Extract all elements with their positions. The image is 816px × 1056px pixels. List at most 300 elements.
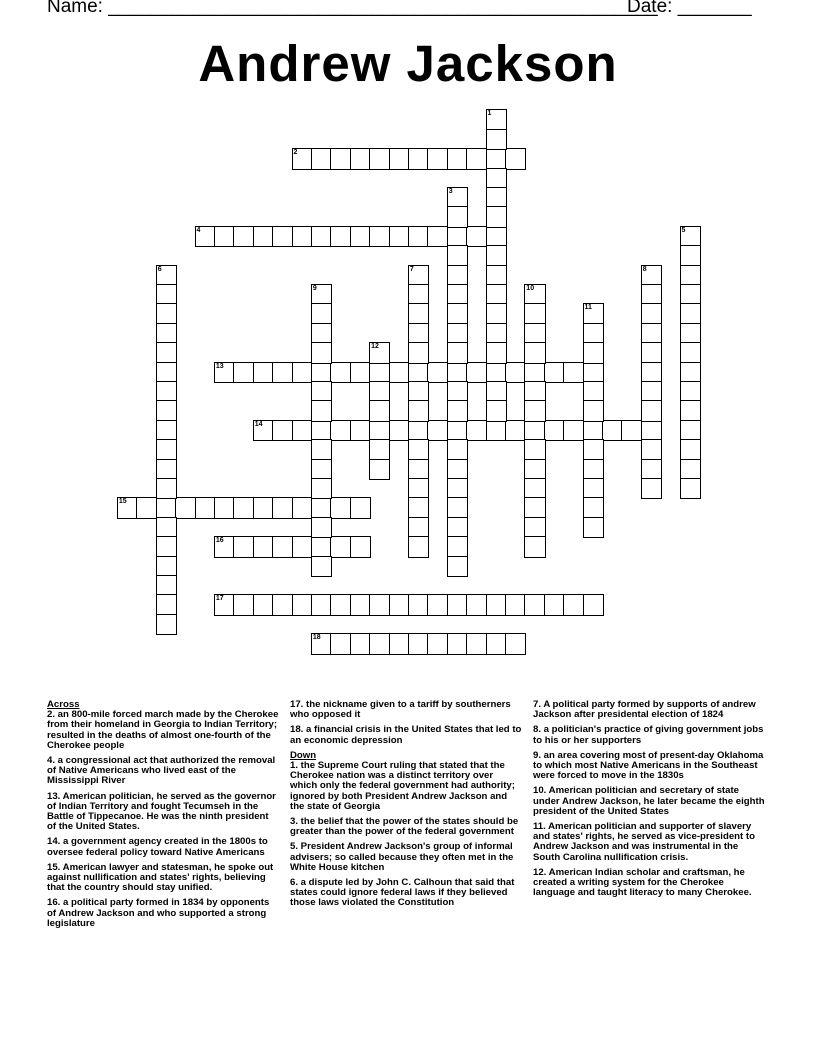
grid-cell[interactable] xyxy=(583,459,604,480)
grid-cell[interactable] xyxy=(408,633,429,654)
grid-cell[interactable] xyxy=(330,536,351,557)
grid-cell[interactable] xyxy=(311,517,332,538)
grid-cell[interactable] xyxy=(156,323,177,344)
grid-cell[interactable] xyxy=(505,633,526,654)
grid-cell[interactable] xyxy=(253,362,274,383)
grid-cell[interactable] xyxy=(524,459,545,480)
grid-cell[interactable] xyxy=(195,497,216,518)
clue-item xyxy=(47,756,279,787)
grid-cell[interactable] xyxy=(156,536,177,557)
grid-cell[interactable] xyxy=(544,420,565,441)
grid-cell[interactable] xyxy=(156,575,177,596)
grid-cell[interactable] xyxy=(214,594,235,615)
grid-cell[interactable] xyxy=(583,323,604,344)
grid-cell[interactable] xyxy=(447,459,468,480)
grid-cell[interactable] xyxy=(447,381,468,402)
grid-cell[interactable] xyxy=(427,226,448,247)
grid-cell[interactable] xyxy=(621,420,642,441)
grid-cell[interactable] xyxy=(486,381,507,402)
clue-column-1 xyxy=(47,700,279,934)
grid-cell[interactable] xyxy=(369,362,390,383)
grid-cell[interactable] xyxy=(389,594,410,615)
clue-number: 14. xyxy=(47,836,61,848)
grid-cell[interactable] xyxy=(486,245,507,266)
grid-cell[interactable] xyxy=(369,439,390,460)
grid-cell[interactable] xyxy=(466,420,487,441)
clue-item xyxy=(533,786,765,817)
grid-cell[interactable] xyxy=(563,362,584,383)
grid-cell[interactable] xyxy=(447,245,468,266)
grid-cell[interactable] xyxy=(311,478,332,499)
grid-cell[interactable] xyxy=(486,400,507,421)
grid-cell[interactable] xyxy=(447,400,468,421)
grid-cell[interactable] xyxy=(369,420,390,441)
grid-cell[interactable] xyxy=(466,362,487,383)
clue-number: 11 xyxy=(584,304,592,312)
clue-item xyxy=(47,898,279,929)
grid-cell[interactable] xyxy=(447,439,468,460)
grid-cell[interactable] xyxy=(680,400,701,421)
grid-cell[interactable] xyxy=(524,400,545,421)
clue-number: 15 xyxy=(118,498,127,506)
grid-cell[interactable] xyxy=(233,536,254,557)
grid-cell[interactable] xyxy=(408,342,429,363)
clue-number: 10. xyxy=(533,785,547,797)
name-field-label: Name: ____________________________________________________ xyxy=(47,0,658,17)
grid-cell[interactable] xyxy=(311,323,332,344)
grid-cell[interactable] xyxy=(408,478,429,499)
grid-cell[interactable] xyxy=(447,265,468,286)
grid-cell[interactable] xyxy=(466,148,487,169)
grid-cell[interactable] xyxy=(350,420,371,441)
grid-cell[interactable] xyxy=(408,459,429,480)
across-clue-list-continued xyxy=(290,700,522,746)
grid-cell[interactable] xyxy=(311,362,332,383)
grid-cell[interactable] xyxy=(447,303,468,324)
grid-cell[interactable] xyxy=(408,536,429,557)
clue-item xyxy=(533,868,765,899)
grid-cell[interactable] xyxy=(641,323,662,344)
clue-number: 5 xyxy=(681,226,686,234)
grid-cell[interactable] xyxy=(369,342,390,363)
clue-text: an 800-mile forced march made by the Cherokee from their homeland in Georgia to Indian Territory; resulted in the deaths of almost one-fourth of the Cherokee people xyxy=(47,709,279,751)
grid-cell[interactable] xyxy=(311,536,332,557)
grid-cell[interactable] xyxy=(583,381,604,402)
grid-cell[interactable] xyxy=(233,594,254,615)
grid-cell[interactable] xyxy=(447,556,468,577)
clue-item xyxy=(290,700,522,720)
grid-cell[interactable] xyxy=(486,420,507,441)
grid-cell[interactable] xyxy=(408,362,429,383)
grid-cell[interactable] xyxy=(486,284,507,305)
grid-cell[interactable] xyxy=(408,226,429,247)
grid-cell[interactable] xyxy=(369,148,390,169)
grid-cell[interactable] xyxy=(253,536,274,557)
grid-cell[interactable] xyxy=(486,168,507,189)
grid-cell[interactable] xyxy=(583,342,604,363)
grid-cell[interactable] xyxy=(447,594,468,615)
grid-cell[interactable] xyxy=(330,362,351,383)
grid-cell[interactable] xyxy=(292,148,313,169)
grid-cell[interactable] xyxy=(311,400,332,421)
grid-cell[interactable] xyxy=(680,245,701,266)
grid-cell[interactable] xyxy=(486,342,507,363)
grid-cell[interactable] xyxy=(427,594,448,615)
grid-cell[interactable] xyxy=(680,226,701,247)
grid-cell[interactable] xyxy=(641,439,662,460)
date-field-label: Date: _______ xyxy=(627,0,752,17)
clue-text: American Indian scholar and craftsman, he created a writing system for the Cherokee language and taught literacy to many Cherokee. xyxy=(533,866,752,899)
clue-text: the Supreme Court ruling that stated that the Cherokee nation was a distinct territory over which only the federal government had authority; ignored by both President Andrew Jackson and the state of Georgia xyxy=(290,760,515,812)
grid-cell[interactable] xyxy=(466,594,487,615)
grid-cell[interactable] xyxy=(427,362,448,383)
grid-cell[interactable] xyxy=(680,265,701,286)
clue-text: American politician, he served as the governor of Indian Territory and fought Tecumseh in the Battle of Tippecanoe. He was the ninth president of the United States. xyxy=(47,790,276,833)
grid-cell[interactable] xyxy=(641,362,662,383)
grid-cell[interactable] xyxy=(311,594,332,615)
grid-cell[interactable] xyxy=(505,594,526,615)
clue-text: a dispute led by John C. Calhoun that said that states could ignore federal laws if they believed those laws violated the Constitution xyxy=(290,877,515,909)
grid-cell[interactable] xyxy=(583,362,604,383)
grid-cell[interactable] xyxy=(447,633,468,654)
grid-cell[interactable] xyxy=(680,303,701,324)
grid-cell[interactable] xyxy=(117,497,138,518)
grid-cell[interactable] xyxy=(524,381,545,402)
grid-cell[interactable] xyxy=(583,478,604,499)
grid-cell[interactable] xyxy=(253,594,274,615)
grid-cell[interactable] xyxy=(524,517,545,538)
grid-cell[interactable] xyxy=(524,323,545,344)
clue-number: 9. xyxy=(533,749,542,761)
grid-cell[interactable] xyxy=(292,497,313,518)
grid-cell[interactable] xyxy=(486,633,507,654)
grid-cell[interactable] xyxy=(292,362,313,383)
grid-cell[interactable] xyxy=(311,459,332,480)
grid-cell[interactable] xyxy=(389,633,410,654)
grid-cell[interactable] xyxy=(544,594,565,615)
grid-cell[interactable] xyxy=(486,323,507,344)
grid-cell[interactable] xyxy=(369,400,390,421)
grid-cell[interactable] xyxy=(156,439,177,460)
grid-cell[interactable] xyxy=(311,497,332,518)
grid-cell[interactable] xyxy=(447,323,468,344)
clue-text: a congressional act that authorized the removal of Native Americans who lived east of the Mississippi River xyxy=(47,755,276,787)
grid-cell[interactable] xyxy=(505,148,526,169)
clue-number: 5. xyxy=(290,841,299,853)
grid-cell[interactable] xyxy=(486,226,507,247)
grid-cell[interactable] xyxy=(408,303,429,324)
clue-item xyxy=(290,725,522,745)
clue-text: the nickname given to a tariff by southerners who opposed it xyxy=(290,699,511,721)
clue-number: 7. xyxy=(533,699,542,710)
grid-cell[interactable] xyxy=(292,594,313,615)
grid-cell[interactable] xyxy=(311,556,332,577)
grid-cell[interactable] xyxy=(486,129,507,150)
grid-cell[interactable] xyxy=(563,420,584,441)
grid-cell[interactable] xyxy=(680,478,701,499)
grid-cell[interactable] xyxy=(156,362,177,383)
grid-cell[interactable] xyxy=(272,497,293,518)
grid-cell[interactable] xyxy=(330,148,351,169)
grid-cell[interactable] xyxy=(175,497,196,518)
grid-cell[interactable] xyxy=(583,497,604,518)
grid-cell[interactable] xyxy=(583,420,604,441)
grid-cell[interactable] xyxy=(544,362,565,383)
grid-cell[interactable] xyxy=(486,206,507,227)
grid-cell[interactable] xyxy=(641,342,662,363)
clue-number: 1 xyxy=(487,110,492,118)
grid-cell[interactable] xyxy=(195,226,216,247)
grid-cell[interactable] xyxy=(156,381,177,402)
grid-cell[interactable] xyxy=(524,284,545,305)
grid-cell[interactable] xyxy=(524,303,545,324)
grid-cell[interactable] xyxy=(447,342,468,363)
grid-cell[interactable] xyxy=(680,362,701,383)
grid-cell[interactable] xyxy=(389,420,410,441)
grid-cell[interactable] xyxy=(524,342,545,363)
grid-cell[interactable] xyxy=(680,284,701,305)
grid-cell[interactable] xyxy=(311,226,332,247)
grid-cell[interactable] xyxy=(369,594,390,615)
page-title: Andrew Jackson xyxy=(198,35,618,92)
grid-cell[interactable] xyxy=(156,342,177,363)
grid-cell[interactable] xyxy=(214,497,235,518)
grid-cell[interactable] xyxy=(466,226,487,247)
grid-cell[interactable] xyxy=(408,517,429,538)
grid-cell[interactable] xyxy=(408,381,429,402)
grid-cell[interactable] xyxy=(272,536,293,557)
grid-cell[interactable] xyxy=(311,284,332,305)
grid-cell[interactable] xyxy=(214,536,235,557)
grid-cell[interactable] xyxy=(389,362,410,383)
grid-cell[interactable] xyxy=(447,148,468,169)
grid-cell[interactable] xyxy=(563,594,584,615)
grid-cell[interactable] xyxy=(330,633,351,654)
grid-cell[interactable] xyxy=(583,594,604,615)
clue-number: 18. xyxy=(290,724,304,736)
grid-cell[interactable] xyxy=(583,400,604,421)
clue-text: President Andrew Jackson's group of informal advisers; so called because they often met in the White House kitchen xyxy=(290,841,514,873)
grid-cell[interactable] xyxy=(330,594,351,615)
grid-cell[interactable] xyxy=(292,420,313,441)
clue-item xyxy=(533,700,765,720)
clue-number: 6 xyxy=(157,265,162,273)
grid-cell[interactable] xyxy=(350,633,371,654)
clue-number: 4. xyxy=(47,755,56,767)
grid-cell[interactable] xyxy=(524,497,545,518)
grid-cell[interactable] xyxy=(253,497,274,518)
grid-cell[interactable] xyxy=(524,594,545,615)
grid-cell[interactable] xyxy=(447,517,468,538)
grid-cell[interactable] xyxy=(369,226,390,247)
grid-cell[interactable] xyxy=(311,303,332,324)
grid-cell[interactable] xyxy=(292,536,313,557)
grid-cell[interactable] xyxy=(641,265,662,286)
grid-cell[interactable] xyxy=(253,226,274,247)
grid-cell[interactable] xyxy=(486,187,507,208)
grid-cell[interactable] xyxy=(680,420,701,441)
grid-cell[interactable] xyxy=(272,420,293,441)
grid-cell[interactable] xyxy=(641,478,662,499)
grid-cell[interactable] xyxy=(447,206,468,227)
grid-cell[interactable] xyxy=(156,459,177,480)
grid-cell[interactable] xyxy=(408,439,429,460)
grid-cell[interactable] xyxy=(680,323,701,344)
grid-cell[interactable] xyxy=(253,420,274,441)
clue-text: a political party formed in 1834 by opponents of Andrew Jackson and who supported a strong legislature xyxy=(47,897,270,929)
grid-cell[interactable] xyxy=(292,226,313,247)
grid-cell[interactable] xyxy=(641,381,662,402)
grid-cell[interactable] xyxy=(427,148,448,169)
grid-cell[interactable] xyxy=(447,284,468,305)
grid-cell[interactable] xyxy=(350,594,371,615)
grid-cell[interactable] xyxy=(486,594,507,615)
grid-cell[interactable] xyxy=(389,226,410,247)
clue-number: 2. xyxy=(47,709,56,721)
grid-cell[interactable] xyxy=(389,148,410,169)
grid-cell[interactable] xyxy=(311,148,332,169)
grid-cell[interactable] xyxy=(350,362,371,383)
grid-cell[interactable] xyxy=(350,536,371,557)
grid-cell[interactable] xyxy=(214,362,235,383)
grid-cell[interactable] xyxy=(524,536,545,557)
grid-cell[interactable] xyxy=(641,400,662,421)
clue-number: 16 xyxy=(215,537,224,545)
grid-cell[interactable] xyxy=(486,265,507,286)
grid-cell[interactable] xyxy=(350,226,371,247)
grid-cell[interactable] xyxy=(272,362,293,383)
grid-cell[interactable] xyxy=(583,303,604,324)
grid-cell[interactable] xyxy=(447,420,468,441)
grid-cell[interactable] xyxy=(447,497,468,518)
grid-cell[interactable] xyxy=(350,497,371,518)
grid-cell[interactable] xyxy=(505,362,526,383)
grid-cell[interactable] xyxy=(602,420,623,441)
grid-cell[interactable] xyxy=(505,420,526,441)
clue-item xyxy=(290,817,522,837)
grid-cell[interactable] xyxy=(311,381,332,402)
grid-cell[interactable] xyxy=(350,148,371,169)
clue-number: 13. xyxy=(47,790,61,802)
grid-cell[interactable] xyxy=(447,226,468,247)
clue-item xyxy=(533,725,765,745)
grid-cell[interactable] xyxy=(214,226,235,247)
grid-cell[interactable] xyxy=(233,362,254,383)
grid-cell[interactable] xyxy=(486,303,507,324)
clue-column-2 xyxy=(290,700,522,914)
grid-cell[interactable] xyxy=(583,439,604,460)
clue-item xyxy=(533,822,765,863)
grid-cell[interactable] xyxy=(447,478,468,499)
clue-number: 10 xyxy=(526,285,535,292)
across-clue-list xyxy=(47,710,279,929)
clue-number: 13 xyxy=(215,362,224,370)
grid-cell[interactable] xyxy=(447,362,468,383)
grid-cell[interactable] xyxy=(524,362,545,383)
grid-cell[interactable] xyxy=(680,381,701,402)
clue-number: 15. xyxy=(47,861,61,873)
clue-item xyxy=(290,842,522,873)
grid-cell[interactable] xyxy=(369,459,390,480)
grid-cell[interactable] xyxy=(447,536,468,557)
clue-number: 18 xyxy=(312,634,321,642)
grid-cell[interactable] xyxy=(233,226,254,247)
clue-number: 12. xyxy=(533,866,547,878)
grid-cell[interactable] xyxy=(156,594,177,615)
grid-cell[interactable] xyxy=(369,633,390,654)
grid-cell[interactable] xyxy=(330,497,351,518)
grid-cell[interactable] xyxy=(486,109,507,130)
clue-text: the belief that the power of the states should be greater than the power of the federal government xyxy=(290,816,519,838)
grid-cell[interactable] xyxy=(524,478,545,499)
clue-item xyxy=(47,837,279,857)
grid-cell[interactable] xyxy=(156,303,177,324)
grid-cell[interactable] xyxy=(156,400,177,421)
grid-cell[interactable] xyxy=(156,284,177,305)
grid-cell[interactable] xyxy=(524,439,545,460)
grid-cell[interactable] xyxy=(447,187,468,208)
grid-cell[interactable] xyxy=(486,362,507,383)
grid-cell[interactable] xyxy=(369,381,390,402)
grid-cell[interactable] xyxy=(156,614,177,635)
grid-cell[interactable] xyxy=(427,633,448,654)
clue-text: a financial crisis in the United States that led to an economic depression xyxy=(290,724,522,746)
grid-cell[interactable] xyxy=(233,497,254,518)
grid-cell[interactable] xyxy=(680,342,701,363)
grid-cell[interactable] xyxy=(311,633,332,654)
grid-cell[interactable] xyxy=(136,497,157,518)
grid-cell[interactable] xyxy=(641,284,662,305)
grid-cell[interactable] xyxy=(272,226,293,247)
grid-cell[interactable] xyxy=(330,420,351,441)
grid-cell[interactable] xyxy=(408,497,429,518)
grid-cell[interactable] xyxy=(311,420,332,441)
grid-cell[interactable] xyxy=(408,594,429,615)
grid-cell[interactable] xyxy=(408,148,429,169)
grid-cell[interactable] xyxy=(680,459,701,480)
grid-cell[interactable] xyxy=(408,265,429,286)
clue-number: 16. xyxy=(47,897,61,909)
grid-cell[interactable] xyxy=(583,517,604,538)
grid-cell[interactable] xyxy=(641,303,662,324)
grid-cell[interactable] xyxy=(427,420,448,441)
grid-cell[interactable] xyxy=(311,342,332,363)
clue-column-3 xyxy=(533,700,765,903)
grid-cell[interactable] xyxy=(156,478,177,499)
grid-cell[interactable] xyxy=(466,633,487,654)
grid-cell[interactable] xyxy=(486,148,507,169)
grid-cell[interactable] xyxy=(330,226,351,247)
grid-cell[interactable] xyxy=(641,459,662,480)
grid-cell[interactable] xyxy=(156,265,177,286)
grid-cell[interactable] xyxy=(156,517,177,538)
grid-cell[interactable] xyxy=(641,420,662,441)
clue-number: 3 xyxy=(448,188,453,195)
grid-cell[interactable] xyxy=(156,420,177,441)
grid-cell[interactable] xyxy=(408,400,429,421)
grid-cell[interactable] xyxy=(272,594,293,615)
grid-cell[interactable] xyxy=(408,420,429,441)
clue-item xyxy=(290,878,522,909)
grid-cell[interactable] xyxy=(156,556,177,577)
grid-cell[interactable] xyxy=(311,439,332,460)
grid-cell[interactable] xyxy=(680,439,701,460)
grid-cell[interactable] xyxy=(408,323,429,344)
grid-cell[interactable] xyxy=(156,497,177,518)
clue-number: 9 xyxy=(312,285,317,292)
grid-cell[interactable] xyxy=(524,420,545,441)
grid-cell[interactable] xyxy=(408,284,429,305)
